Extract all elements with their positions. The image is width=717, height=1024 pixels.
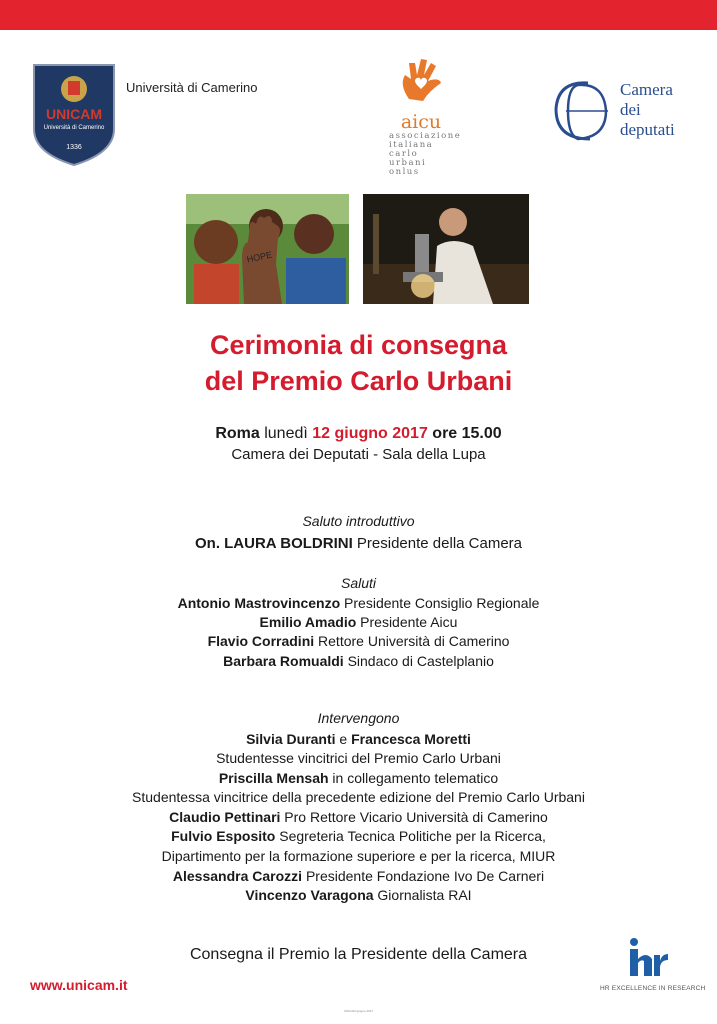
speaker-name: Priscilla Mensah	[218, 770, 329, 786]
interventi-esposito-role2: Dipartimento per la formazione superiore e per la ricerca, MIUR	[161, 848, 556, 864]
speaker-role: Giornalista RAI	[373, 887, 472, 903]
interventi-mensah-role: Studentessa vincitrice della precedente edizione del Premio Carlo Urbani	[132, 789, 585, 805]
hope-text: HOPE	[245, 249, 273, 265]
speaker-role: Presidente Fondazione Ivo De Carneri	[302, 868, 545, 884]
event-date-value: 12 giugno 2017	[312, 425, 428, 442]
speaker-name: Fulvio Esposito	[171, 828, 276, 844]
intro-role: Presidente della Camera	[352, 535, 523, 552]
unicam-url-link[interactable]: www.unicam.it	[30, 977, 128, 993]
saluti-role: Presidente Aicu	[356, 614, 458, 630]
intro-speaker	[0, 534, 717, 554]
interventi-pettinari	[0, 807, 717, 827]
saluti-name: Barbara Romualdi	[223, 653, 344, 669]
event-day: lunedì	[259, 425, 313, 442]
aicu-line-3: carlo urbani	[389, 149, 427, 168]
saluti-name: Antonio Mastrovincenzo	[177, 595, 341, 611]
speaker-role: Segreteria Tecnica Politiche per la Ricerca,	[275, 828, 546, 844]
interventi-students	[0, 729, 717, 749]
event-date	[0, 425, 717, 443]
speaker-name: Vincenzo Varagona	[245, 887, 374, 903]
unicam-shield-logo	[32, 63, 116, 167]
saluti-name: Flavio Corradini	[207, 633, 315, 649]
speaker-name: Alessandra Carozzi	[172, 868, 303, 884]
top-red-bar	[0, 0, 717, 30]
carlo-urbani-microscope-photo	[363, 194, 529, 304]
unicam-shield-text: UNICAM	[46, 106, 102, 122]
camera-line-3: deputati	[620, 120, 675, 139]
conjunction: e	[335, 731, 352, 747]
intro-heading: Saluto introduttivo	[302, 513, 415, 529]
saluti-heading: Saluti	[340, 575, 377, 591]
event-time: ore 15.00	[427, 425, 502, 442]
saluti-person	[0, 631, 717, 651]
saluti-person	[0, 612, 717, 632]
children-hope-photo	[186, 194, 349, 304]
saluti-person	[0, 651, 717, 671]
saluti-person	[0, 593, 717, 613]
interventi-students-role: Studentesse vincitrici del Premio Carlo Urbani	[216, 750, 501, 766]
interventi-heading: Intervengono	[317, 710, 400, 726]
intro-name: On. LAURA BOLDRINI	[194, 535, 353, 552]
footer-note: Consegna il Premio la Presidente della Camera	[189, 946, 528, 963]
speaker-name: Claudio Pettinari	[169, 809, 281, 825]
event-city: Roma	[215, 425, 260, 442]
interventi-carozzi	[0, 866, 717, 886]
aicu-logo	[386, 55, 462, 177]
camera-deputati-emblem	[548, 75, 614, 147]
speaker-name: Silvia Duranti	[246, 731, 336, 747]
speaker-role: Pro Rettore Vicario Università di Camerino	[280, 809, 548, 825]
interventi-esposito	[0, 826, 717, 846]
camera-line-2: dei	[620, 100, 641, 119]
aicu-line-4: onlus	[389, 167, 420, 177]
interventi-varagona	[0, 885, 717, 905]
title-line-1: Cerimonia di consegna	[209, 330, 508, 360]
hr-excellence-icon	[624, 937, 668, 977]
hr-excellence-text: HR EXCELLENCE IN RESEARCH	[600, 985, 706, 992]
tiny-print: UNICAM giugno 2017	[343, 1009, 374, 1013]
aicu-line-1: associazione	[389, 131, 462, 141]
interventi-mensah	[0, 768, 717, 788]
title-line-2: del Premio Carlo Urbani	[204, 366, 513, 396]
camera-deputati-text	[620, 80, 675, 140]
unicam-name: Università di Camerino	[126, 80, 258, 95]
unicam-year: 1336	[66, 144, 82, 151]
saluti-role: Sindaco di Castelplanio	[343, 653, 494, 669]
camera-line-1: Camera	[620, 80, 673, 99]
unicam-shield-sub: Università di Camerino	[43, 125, 105, 131]
hand-heart-icon	[393, 55, 449, 105]
aicu-word: aicu	[400, 111, 442, 133]
event-venue: Camera dei Deputati - Sala della Lupa	[231, 446, 486, 463]
saluti-role: Presidente Consiglio Regionale	[340, 595, 540, 611]
speaker-name: Francesca Moretti	[351, 731, 471, 747]
saluti-name: Emilio Amadio	[259, 614, 357, 630]
aicu-line-2: italiana	[389, 140, 434, 150]
speaker-note: in collegamento telematico	[328, 770, 499, 786]
saluti-role: Rettore Università di Camerino	[314, 633, 510, 649]
